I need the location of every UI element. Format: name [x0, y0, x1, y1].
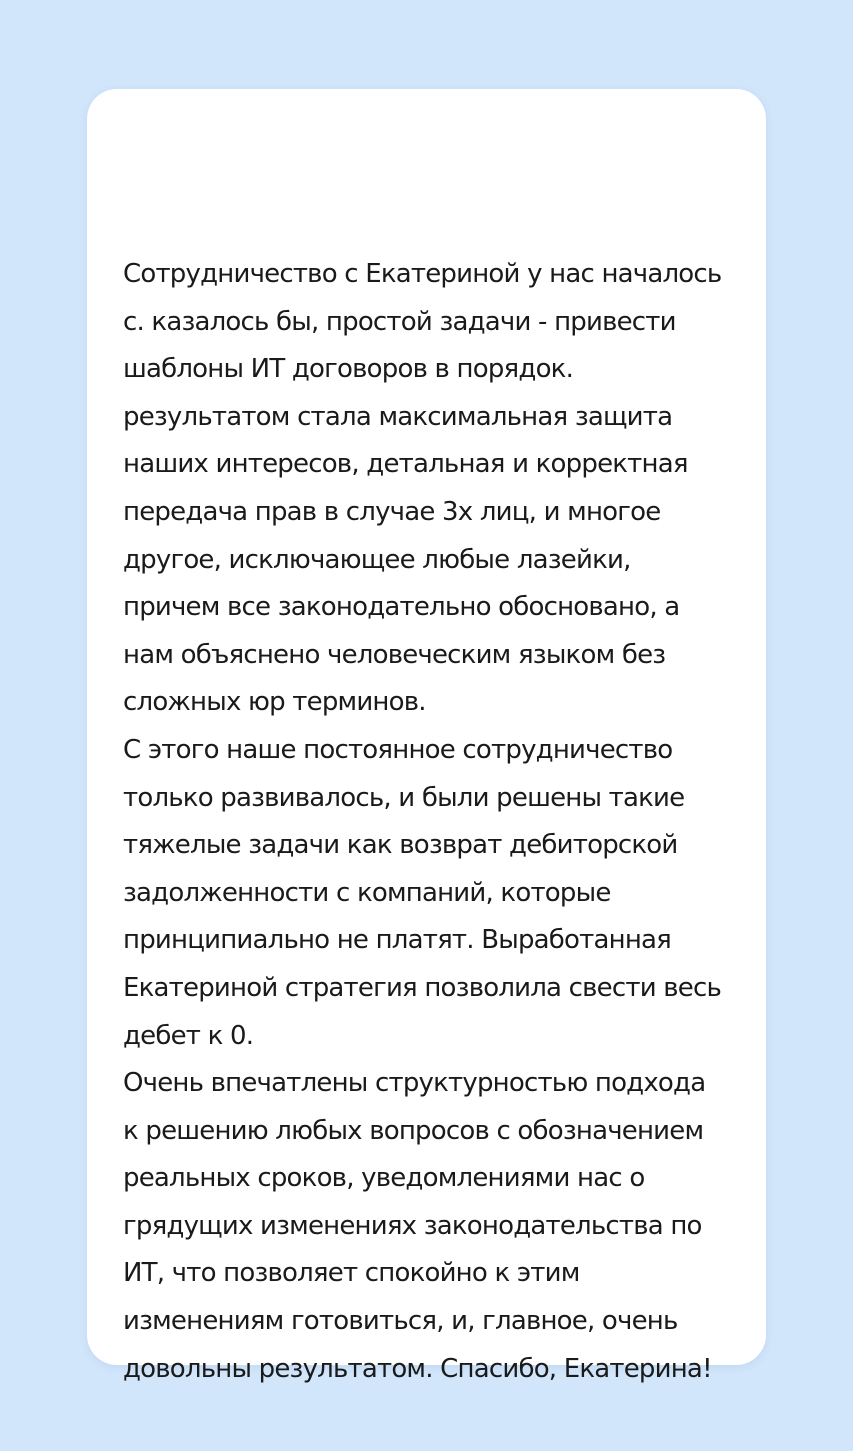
review-line: Екатериной стратегия позволила свести весь	[123, 972, 722, 1003]
review-line: изменениям готовиться, и, главное, очень	[123, 1306, 678, 1337]
review-line: с. казалось бы, простой задачи - привести	[123, 306, 676, 337]
review-line: только развивалось, и были решены такие	[123, 782, 685, 813]
review-line: нам объяснено человеческим языком без	[123, 639, 666, 670]
review-line: дебет к 0.	[123, 1020, 254, 1051]
review-line: причем все законодательно обосновано, а	[123, 592, 680, 623]
review-line: С этого наше постоянное сотрудничество	[123, 734, 673, 765]
review-line: реальных сроков, уведомлениями нас о	[123, 1163, 645, 1194]
review-text	[123, 251, 763, 1393]
review-line: наших интересов, детальная и корректная	[123, 449, 688, 480]
review-line: сложных юр терминов.	[123, 687, 426, 718]
review-line: принципиально не платят. Выработанная	[123, 925, 671, 956]
review-line: другое, исключающее любые лазейки,	[123, 544, 631, 575]
review-line: Очень впечатлены структурностью подхода	[123, 1068, 706, 1099]
review-line: результатом стала максимальная защита	[123, 401, 673, 432]
review-line: ИТ, что позволяет спокойно к этим	[123, 1258, 580, 1289]
review-line: шаблоны ИТ договоров в порядок.	[123, 354, 574, 385]
review-card	[87, 89, 766, 1384]
review-line: к решению любых вопросов с обозначением	[123, 1115, 704, 1146]
review-line: Сотрудничество с Екатериной у нас началось	[123, 259, 722, 289]
review-line: довольны результатом. Спасибо, Екатерина!	[123, 1353, 712, 1384]
review-line: грядущих изменениях законодательства по	[123, 1210, 702, 1241]
review-line: задолженности с компаний, которые	[123, 877, 611, 908]
review-line: передача прав в случае 3х лиц, и многое	[123, 496, 661, 527]
review-line: тяжелые задачи как возврат дебиторской	[123, 830, 678, 861]
